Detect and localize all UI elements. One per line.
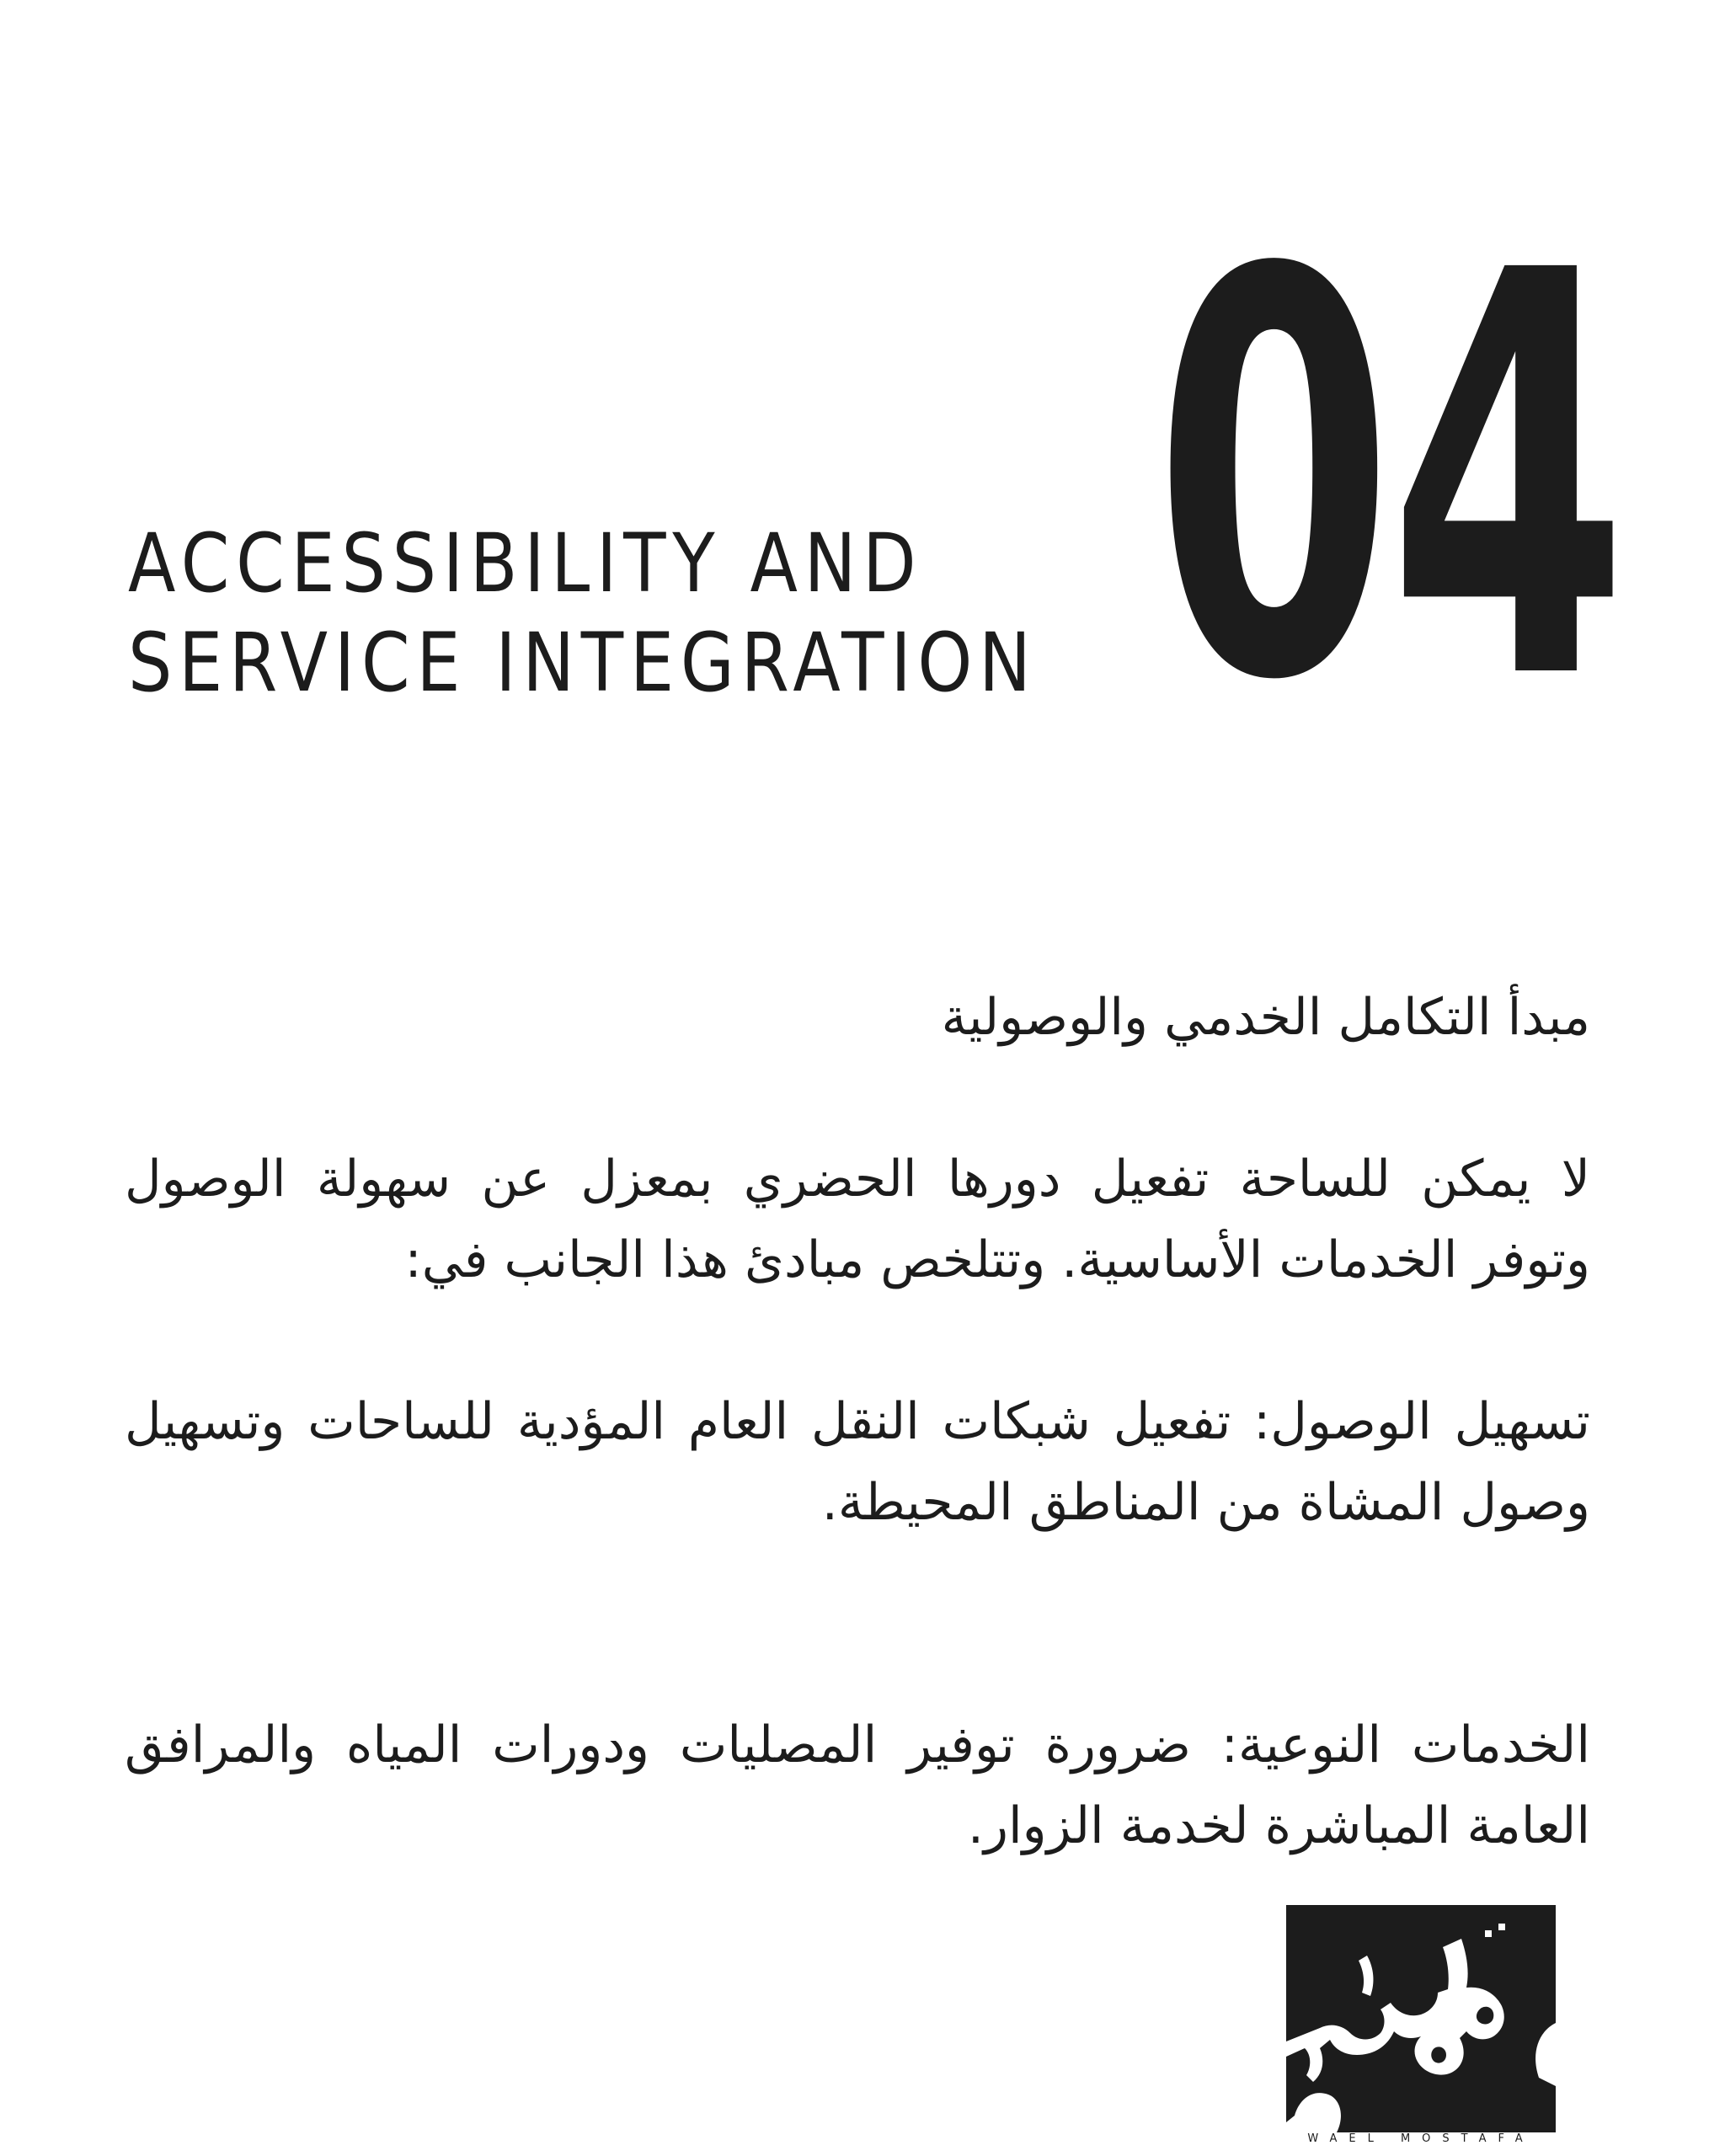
calligraphy-logo-icon [1286, 1905, 1556, 2132]
section-title [128, 514, 1105, 712]
principle-heading: مبدأ التكامل الخدمي والوصولية [941, 988, 1590, 1047]
section-title-line-2: SERVICE INTEGRATION [128, 616, 1038, 710]
point-accessibility: تسهيل الوصول: تفعيل شبكات النقل العام المؤدية للساحات وتسهيل وصول المشاة من المناطق المحيطة. [125, 1392, 1590, 1532]
section-title-line-1: ACCESSIBILITY AND [128, 516, 923, 611]
point-services: الخدمات النوعية: ضرورة توفير المصليات ودورات المياه والمرافق العامة المباشرة لخدمة الزوار. [125, 1716, 1590, 1855]
logo-caption: WAEL MOSTAFA [1307, 2132, 1535, 2145]
body-text [125, 977, 1590, 1866]
brand-logo [1286, 1905, 1556, 2132]
intro-paragraph: لا يمكن للساحة تفعيل دورها الحضري بمعزل عن سهولة الوصول وتوفر الخدمات الأساسية. وتتلخص مبادئ هذا الجانب في: [125, 1150, 1590, 1289]
section-number: 04 [1154, 154, 1624, 802]
